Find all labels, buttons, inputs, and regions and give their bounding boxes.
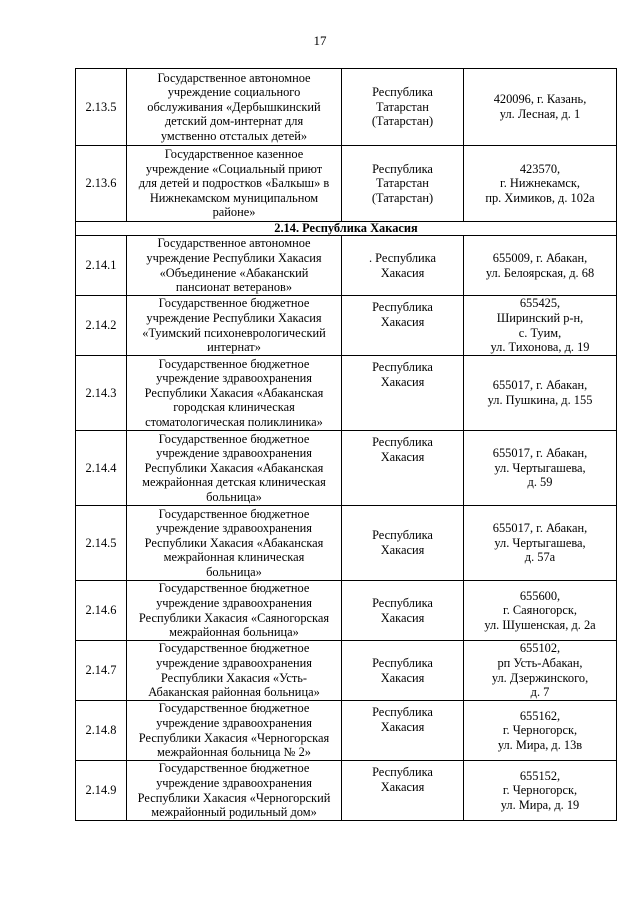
institution-name-line: межрайонная больница»: [169, 625, 299, 640]
table-row: [76, 236, 617, 296]
region-line: Татарстан: [376, 99, 429, 114]
institution-name-line: учреждение Республики Хакасия: [146, 310, 322, 325]
entry-number: 2.14.6: [76, 581, 127, 641]
address-line: ул. Дзержинского,: [491, 670, 589, 685]
institution-name: [127, 761, 342, 821]
section-title: 2.14. Республика Хакасия: [76, 222, 617, 236]
table-row: [76, 69, 617, 146]
institution-name-line: стоматологическая поликлиника»: [145, 414, 323, 429]
region-line: Хакасия: [380, 610, 425, 625]
region-line: Хакасия: [380, 779, 425, 794]
address: [464, 236, 617, 296]
table-row: [76, 761, 617, 821]
region-line: Хакасия: [380, 719, 425, 734]
institution-name-line: Государственное бюджетное: [158, 431, 310, 446]
region-line: Хакасия: [380, 265, 425, 280]
entry-number: 2.13.5: [76, 69, 127, 146]
address-line: ул. Белоярская, д. 68: [485, 265, 595, 280]
address-line: 655017, г. Абакан,: [492, 521, 588, 536]
institution-name-line: Государственное бюджетное: [158, 356, 310, 371]
institution-name-line: больница»: [206, 489, 262, 504]
address-line: ул. Чертыгашева,: [494, 535, 586, 550]
address: [464, 641, 617, 701]
institution-name-line: Государственное бюджетное: [158, 761, 310, 776]
region: [342, 69, 464, 146]
address-line: 655017, г. Абакан,: [492, 378, 588, 393]
institution-name-line: городская клиническая: [173, 400, 295, 415]
region-line: Республика: [372, 765, 433, 779]
institution-name: [127, 236, 342, 296]
institution-name-line: Республики Хакасия «Черногорская: [138, 730, 330, 745]
entry-number: 2.14.7: [76, 641, 127, 701]
region: [342, 146, 464, 222]
institution-name-line: учреждение здравоохранения: [156, 446, 312, 461]
region: [342, 581, 464, 641]
institution-name-line: Республики Хакасия «Абаканская: [144, 535, 324, 550]
address-line: 655600,: [519, 588, 561, 603]
institution-name-line: Абаканская районная больница»: [148, 685, 320, 700]
institution-name-line: умственно отсталых детей»: [160, 128, 308, 143]
region-line: Республика: [372, 528, 433, 543]
region: [342, 431, 464, 506]
region-line: Республика: [372, 595, 433, 610]
region: [342, 761, 464, 821]
address-line: ул. Мира, д. 13в: [497, 737, 583, 752]
entry-number: 2.14.4: [76, 431, 127, 506]
entry-number: 2.14.9: [76, 761, 127, 821]
region-line: Республика: [372, 360, 433, 374]
page-number: 17: [313, 33, 327, 48]
address: [464, 581, 617, 641]
institution-name-line: Республики Хакасия «Усть-: [160, 670, 308, 685]
institution-name-line: для детей и подростков «Балкыш» в: [138, 176, 330, 191]
institution-name-line: Государственное бюджетное: [158, 296, 310, 311]
institution-name-line: Нижнекамском муниципальном: [149, 190, 319, 205]
address-line: ул. Шушенская, д. 2а: [484, 617, 596, 632]
region-line: Хакасия: [380, 449, 425, 464]
section-header-row: [76, 222, 617, 236]
address-line: ул. Мира, д. 19: [500, 797, 580, 812]
address-line: г. Нижнекамск,: [500, 176, 580, 191]
table-row: [76, 146, 617, 222]
region-line: Республика: [372, 85, 433, 100]
region: [342, 296, 464, 356]
region-line: (Татарстан): [371, 190, 434, 205]
address: [464, 761, 617, 821]
table-row: [76, 356, 617, 431]
institution-name-line: интернат»: [207, 340, 261, 355]
entry-number: 2.14.2: [76, 296, 127, 356]
region-line: Хакасия: [380, 314, 425, 329]
region-line: (Татарстан): [371, 114, 434, 129]
institution-name-line: межрайонная клиническая: [163, 550, 305, 565]
institution-name: [127, 641, 342, 701]
table-row: [76, 506, 617, 581]
entry-number: 2.13.6: [76, 146, 127, 222]
table-row: [76, 701, 617, 761]
institution-name-line: «Объединение «Абаканский: [159, 265, 309, 280]
institution-name-line: Государственное автономное: [157, 236, 311, 251]
region: [342, 356, 464, 431]
address: [464, 296, 617, 356]
institution-name-line: учреждение здравоохранения: [156, 655, 312, 670]
institution-name-line: Республики Хакасия «Саяногорская: [138, 610, 330, 625]
institution-name-line: учреждение Республики Хакасия: [146, 250, 322, 265]
institution-name: [127, 701, 342, 761]
institution-name-line: пансионат ветеранов»: [175, 280, 293, 295]
institution-name: [127, 506, 342, 581]
address-line: 655017, г. Абакан,: [492, 446, 588, 461]
address-line: пр. Химиков, д. 102а: [485, 190, 595, 205]
region-line: Хакасия: [380, 543, 425, 557]
address: [464, 356, 617, 431]
institution-name-line: больница»: [206, 564, 262, 579]
address-line: д. 57а: [524, 550, 556, 565]
institution-name-line: учреждение здравоохранения: [156, 371, 312, 386]
address-line: г. Черногорск,: [502, 723, 578, 738]
region: [342, 701, 464, 761]
address-line: рп Усть-Абакан,: [497, 655, 583, 670]
region: [342, 641, 464, 701]
address-line: Ширинский р-н,: [496, 310, 584, 325]
region-line: Хакасия: [380, 670, 425, 685]
table-row: [76, 296, 617, 356]
address-line: 655009, г. Абакан,: [492, 250, 588, 265]
address: [464, 431, 617, 506]
region: [342, 236, 464, 296]
address: [464, 506, 617, 581]
region-line: Татарстан: [376, 176, 429, 191]
address-line: ул. Чертыгашева,: [494, 460, 586, 475]
institution-name-line: межрайонный родильный дом»: [151, 805, 317, 820]
institution-name: [127, 431, 342, 506]
region-line: Хакасия: [380, 374, 425, 389]
institutions-table: [75, 68, 617, 821]
institution-name-line: Государственное бюджетное: [158, 581, 310, 596]
address-line: ул. Тихонова, д. 19: [490, 340, 590, 355]
region-line: Республика: [372, 161, 433, 176]
institution-name: [127, 581, 342, 641]
region-line: . Республика: [368, 250, 437, 265]
institution-name-line: Республики Хакасия «Абаканская: [144, 385, 324, 400]
table-row: [76, 641, 617, 701]
region-line: Республика: [372, 705, 433, 719]
institution-name-line: Государственное автономное: [157, 70, 311, 85]
institution-name-line: учреждение здравоохранения: [156, 521, 312, 536]
address: [464, 146, 617, 222]
address-line: ул. Лесная, д. 1: [499, 107, 581, 121]
entry-number: 2.14.1: [76, 236, 127, 296]
table-row: [76, 581, 617, 641]
address-line: 655102,: [519, 641, 561, 656]
address-line: ул. Пушкина, д. 155: [487, 393, 593, 407]
address-line: д. 59: [527, 475, 553, 490]
table-row: [76, 431, 617, 506]
region-line: Республика: [372, 300, 433, 314]
address-line: с. Туим,: [518, 325, 562, 340]
region-line: Республика: [372, 435, 433, 449]
entry-number: 2.14.3: [76, 356, 127, 431]
address-line: г. Саяногорск,: [503, 603, 577, 618]
institution-name-line: учреждение здравоохранения: [156, 715, 312, 730]
address-line: 655162,: [519, 708, 561, 723]
address-line: д. 7: [530, 685, 550, 700]
institution-name-line: «Туимский психоневрологический: [142, 325, 326, 340]
institution-name-line: учреждение «Социальный приют: [145, 161, 323, 176]
institution-name-line: Республики Хакасия «Черногорский: [137, 790, 331, 805]
institution-name: [127, 69, 342, 146]
institution-name-line: детский дом-интернат для: [164, 114, 304, 129]
institution-name-line: межрайонная детская клиническая: [142, 475, 326, 490]
institution-name-line: Государственное бюджетное: [158, 506, 310, 521]
region-line: Республика: [372, 655, 433, 670]
institution-name-line: учреждение здравоохранения: [156, 595, 312, 610]
institution-name-line: учреждение социального: [167, 85, 301, 100]
institution-name-line: Республики Хакасия «Абаканская: [144, 460, 324, 475]
address-line: 655152,: [519, 768, 561, 783]
address: [464, 69, 617, 146]
entry-number: 2.14.5: [76, 506, 127, 581]
institution-name-line: обслуживания «Дербышкинский: [147, 99, 321, 114]
address: [464, 701, 617, 761]
institution-name-line: Государственное бюджетное: [158, 701, 310, 716]
institution-name-line: Государственное бюджетное: [158, 641, 310, 656]
address-line: 655425,: [519, 296, 561, 311]
address-line: 420096, г. Казань,: [493, 92, 587, 107]
entry-number: 2.14.8: [76, 701, 127, 761]
address-line: 423570,: [519, 161, 561, 176]
region: [342, 506, 464, 581]
institution-name-line: Государственное казенное: [164, 147, 304, 162]
institution-name: [127, 296, 342, 356]
address-line: г. Черногорск,: [502, 783, 578, 798]
institution-name: [127, 146, 342, 222]
institution-name-line: межрайонная больница № 2»: [157, 745, 311, 760]
institution-name-line: районе»: [212, 205, 256, 220]
institution-name-line: учреждение здравоохранения: [156, 775, 312, 790]
institution-name: [127, 356, 342, 431]
